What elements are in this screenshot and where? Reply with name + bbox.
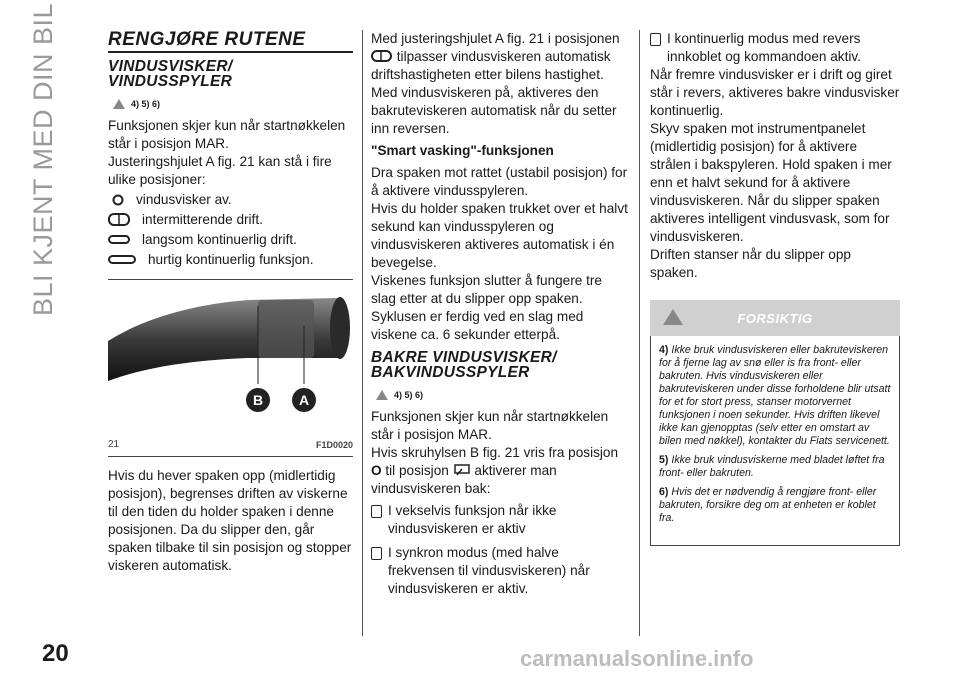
- caution-note-5: [659, 454, 891, 480]
- checkbox-bullet-icon: [650, 33, 661, 46]
- column-divider: [639, 30, 640, 636]
- caution-refs: [112, 95, 353, 113]
- fig-label-b: B: [252, 392, 264, 408]
- caution-refs: [375, 386, 629, 404]
- section-heading-line1: VINDUSVISKER/: [108, 58, 233, 75]
- smart-wash-heading: "Smart vasking"-funksjonen: [371, 143, 554, 158]
- caution-note-4: [659, 344, 891, 448]
- paragraph: Hvis du hever spaken opp (midlertidig posisjon), begrenses driften av viskerne til den tiden du holder spaken i denne posisjonen. Da du slipper den, går spaken tilbake til sin posisjon og stopper viskeren automatisk.: [108, 468, 352, 573]
- position-o-symbol: O: [371, 463, 382, 478]
- column-3: [650, 30, 900, 546]
- position-fast: [108, 251, 353, 269]
- paragraph: Driften stanser når du slipper opp spaken.: [650, 247, 851, 280]
- text-span: Med justeringshjulet A fig. 21 i posisjonen: [371, 31, 620, 46]
- side-title-text: BLI KJENT MED DIN BIL: [28, 2, 58, 316]
- section-heading-line2: VINDUSSPYLER: [108, 73, 233, 90]
- section-side-title: [20, 2, 60, 316]
- warning-hand-icon: [112, 98, 126, 110]
- rear-wiper-icon: [453, 463, 471, 477]
- paragraph: Dra spaken mot rattet (ustabil posisjon) for å aktivere vindusspyleren.: [371, 165, 628, 198]
- figure-top-rule: [108, 279, 353, 280]
- position-intermittent: [108, 211, 353, 229]
- note-text: Ikke bruk vindusviskeren eller bakruteviskeren for å fjerne lag av snø eller is fra front- eller bakruten. Hvis vindusviskeren eller bakruteviskeren under disse forholdene blir utsatt for et for stort press, stanser motorvernet funksjonen i noen sekunder. Hvis driften likevel ikke kan gjenopptas (selv etter en omstart av bilen med nøkkel), kontakter du Fiats servicenett.: [659, 344, 891, 447]
- paragraph: Funksjonen skjer kun når startnøkkelen står i posisjon MAR.: [108, 118, 346, 151]
- position-slow-label: langsom kontinuerlig drift.: [142, 232, 297, 247]
- column-1: [108, 30, 353, 575]
- paragraph: Justeringshjulet A fig. 21 kan stå i fire ulike posisjoner:: [108, 154, 332, 187]
- paragraph: Skyv spaken mot instrumentpanelet (midlertidig posisjon) for å aktivere strålen i bakspyleren. Hold spaken i mer enn et halvt sekund for å aktivere vindusviskeren. Når du slipper spaken aktiveres intelligent vindusvask, som for vindusviskeren.: [650, 121, 892, 244]
- off-o-icon: [112, 194, 126, 206]
- position-intermittent-label: intermitterende drift.: [142, 212, 263, 227]
- paragraph: [371, 30, 629, 84]
- list-item: [371, 544, 629, 598]
- wiper-stalk-illustration: [108, 286, 353, 436]
- checkbox-bullet-icon: [371, 547, 382, 560]
- text-span: Hvis skruhylsen B fig. 21 vris fra posisjon: [371, 445, 619, 460]
- caution-title: FORSIKTIG: [737, 311, 813, 326]
- text-span: til posisjon: [385, 463, 449, 478]
- figure-caption: [108, 436, 353, 457]
- list-item-text: I kontinuerlig modus med revers innkoblet og kommandoen aktiv.: [667, 31, 861, 64]
- refs-text: 4) 5) 6): [131, 99, 161, 109]
- column-2: [371, 30, 629, 598]
- section-heading-rear: [371, 350, 629, 380]
- page-title: RENGJØRE RUTENE: [108, 29, 306, 50]
- refs-text: 4) 5) 6): [394, 390, 424, 400]
- auto-speed-icon: [371, 50, 393, 63]
- list-item-text: I synkron modus (med halve frekvensen til vindusviskeren) når vindusviskeren er aktiv.: [388, 545, 590, 596]
- note-text: Ikke bruk vindusviskerne med bladet løftet fra front- eller bakruten.: [659, 454, 885, 479]
- fig-label-a: A: [298, 392, 310, 408]
- note-number: 5): [659, 454, 669, 466]
- position-fast-label: hurtig kontinuerlig funksjon.: [148, 252, 314, 267]
- intermittent-icon: [108, 213, 132, 227]
- list-item: [371, 502, 629, 538]
- paragraph: Hvis du holder spaken trukket over et halvt sekund kan vindusspyleren og vindusviskeren aktiveres automatisk i én bevegelse.: [371, 201, 628, 270]
- text-span: tilpasser vindusviskeren automatisk driftshastigheten etter bilens hastighet.: [371, 49, 611, 82]
- fast-continuous-icon: [108, 254, 138, 266]
- watermark: carmanualsonline.info: [520, 646, 754, 671]
- position-off: [112, 191, 353, 209]
- text-span: aktiverer man vindusviskeren bak:: [371, 463, 557, 496]
- paragraph: Viskenes funksjon slutter å fungere tre slag etter at du slipper opp spaken. Syklusen er ferdig ved en slag med viskene ca. 6 sekunder etterpå.: [371, 273, 602, 342]
- warning-hand-icon: [375, 389, 389, 401]
- checkbox-bullet-icon: [371, 505, 382, 518]
- section-heading-line2: BAKVINDUSSPYLER: [371, 364, 530, 381]
- figure-number: 21: [108, 439, 120, 450]
- list-item: [650, 30, 900, 66]
- note-number: 4): [659, 344, 669, 356]
- slow-continuous-icon: [108, 234, 132, 246]
- paragraph: [371, 444, 629, 498]
- paragraph: Med vindusviskeren på, aktiveres den bakruteviskeren automatisk når du setter inn reversen.: [371, 85, 617, 136]
- figure-21: [108, 286, 353, 436]
- caution-note-6: [659, 486, 891, 525]
- position-off-label: vindusvisker av.: [136, 192, 232, 207]
- list-item-text: I vekselvis funksjon når ikke vindusviskeren er aktiv: [388, 503, 557, 536]
- section-heading-line1: BAKRE VINDUSVISKER/: [371, 349, 557, 366]
- position-slow: [108, 231, 353, 249]
- section-heading-wiper: [108, 59, 353, 89]
- paragraph: Funksjonen skjer kun når startnøkkelen står i posisjon MAR.: [371, 409, 609, 442]
- page-number: 20: [42, 640, 69, 667]
- title-rule: [108, 51, 353, 53]
- note-text: Hvis det er nødvendig å rengjøre front- eller bakruten, forsikre deg om at enheten er koblet fra.: [659, 486, 877, 524]
- paragraph: Når fremre vindusvisker er i drift og giret står i revers, aktiveres bakre vindusvisker kontinuerlig.: [650, 67, 900, 118]
- caution-header: [650, 300, 900, 336]
- note-number: 6): [659, 486, 669, 498]
- figure-code: F1D0020: [315, 440, 353, 450]
- caution-box: [650, 336, 900, 546]
- caution-hand-icon: [662, 308, 684, 326]
- column-divider: [362, 30, 363, 636]
